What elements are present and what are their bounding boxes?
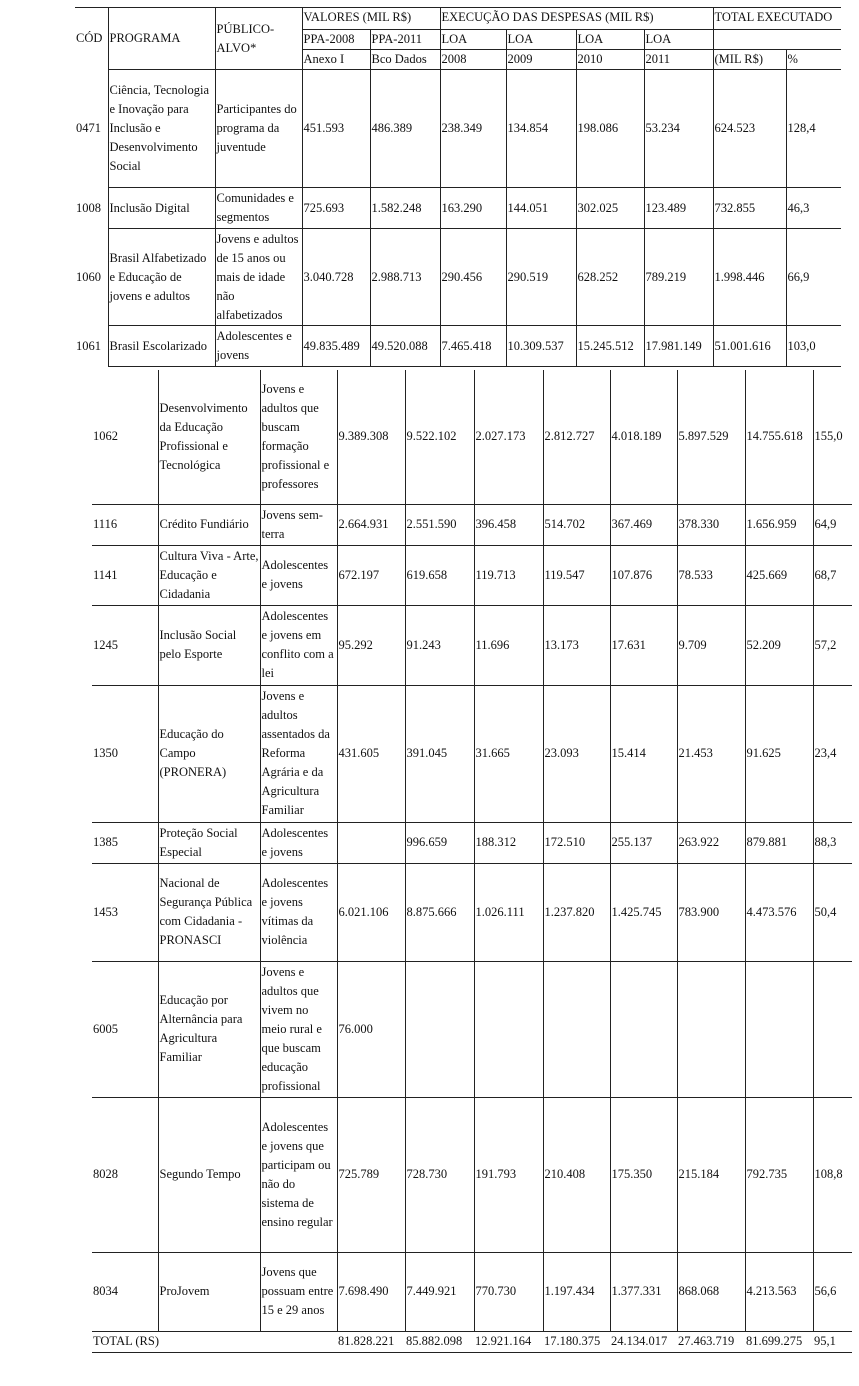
row-loa-2011 xyxy=(677,961,745,1097)
header-anexo: Anexo I xyxy=(302,50,370,70)
row-total: 1.998.446 xyxy=(713,229,786,326)
row-percent: 50,4 xyxy=(813,863,852,961)
row-percent: 57,2 xyxy=(813,605,852,685)
budget-table-top xyxy=(75,7,841,367)
row-publico: Adolescentes e jovens em conflito com a lei xyxy=(260,605,337,685)
row-loa-2009: 134.854 xyxy=(506,70,576,188)
row-ppa-2011: 2.551.590 xyxy=(405,504,474,545)
table-row xyxy=(92,822,852,863)
row-programa: Segundo Tempo xyxy=(158,1097,260,1252)
row-publico: Adolescentes e jovens xyxy=(260,822,337,863)
row-loa-2008: 119.713 xyxy=(474,545,543,605)
table-row xyxy=(92,545,852,605)
row-programa: Cultura Viva - Arte, Educação e Cidadania xyxy=(158,545,260,605)
total-row xyxy=(92,1331,852,1352)
header-loa-2009: LOA xyxy=(506,30,576,50)
row-loa-2010: 367.469 xyxy=(610,504,677,545)
row-cod: 8028 xyxy=(92,1097,158,1252)
row-loa-2009: 172.510 xyxy=(543,822,610,863)
row-ppa-2008: 49.835.489 xyxy=(302,326,370,367)
header-programa: PROGRAMA xyxy=(108,8,215,70)
row-percent: 64,9 xyxy=(813,504,852,545)
row-ppa-2008: 95.292 xyxy=(337,605,405,685)
row-total: 425.669 xyxy=(745,545,813,605)
row-programa: Inclusão Social pelo Esporte xyxy=(158,605,260,685)
total-label: TOTAL (RS) xyxy=(92,1331,337,1352)
row-ppa-2011: 91.243 xyxy=(405,605,474,685)
row-ppa-2008: 2.664.931 xyxy=(337,504,405,545)
row-loa-2008: 238.349 xyxy=(440,70,506,188)
row-loa-2008: 2.027.173 xyxy=(474,370,543,504)
total-executed: 81.699.275 xyxy=(745,1331,813,1352)
row-publico: Adolescentes e jovens xyxy=(215,326,302,367)
row-loa-2011: 53.234 xyxy=(644,70,713,188)
row-cod: 1350 xyxy=(92,685,158,822)
row-loa-2011: 868.068 xyxy=(677,1252,745,1331)
row-total: 624.523 xyxy=(713,70,786,188)
table-row xyxy=(92,961,852,1097)
row-total: 732.855 xyxy=(713,188,786,229)
row-loa-2010: 628.252 xyxy=(576,229,644,326)
row-programa: Educação por Alternância para Agricultura Familiar xyxy=(158,961,260,1097)
row-loa-2008: 396.458 xyxy=(474,504,543,545)
row-percent: 108,8 xyxy=(813,1097,852,1252)
row-loa-2011: 17.981.149 xyxy=(644,326,713,367)
row-loa-2009: 119.547 xyxy=(543,545,610,605)
row-cod: 1385 xyxy=(92,822,158,863)
row-loa-2009: 13.173 xyxy=(543,605,610,685)
header-year-2011: 2011 xyxy=(644,50,713,70)
row-total: 1.656.959 xyxy=(745,504,813,545)
row-ppa-2011: 2.988.713 xyxy=(370,229,440,326)
row-loa-2009: 290.519 xyxy=(506,229,576,326)
row-total: 4.473.576 xyxy=(745,863,813,961)
row-programa: ProJovem xyxy=(158,1252,260,1331)
row-programa: Crédito Fundiário xyxy=(158,504,260,545)
table-row xyxy=(92,370,852,504)
row-loa-2011: 263.922 xyxy=(677,822,745,863)
row-cod: 1060 xyxy=(75,229,108,326)
table-row xyxy=(92,685,852,822)
row-ppa-2011: 49.520.088 xyxy=(370,326,440,367)
row-loa-2009: 2.812.727 xyxy=(543,370,610,504)
row-total xyxy=(745,961,813,1097)
table-row xyxy=(75,229,841,326)
row-total: 51.001.616 xyxy=(713,326,786,367)
row-cod: 1008 xyxy=(75,188,108,229)
header-percent: % xyxy=(786,50,841,70)
header-loa-2008: LOA xyxy=(440,30,506,50)
row-loa-2010: 107.876 xyxy=(610,545,677,605)
row-ppa-2011: 7.449.921 xyxy=(405,1252,474,1331)
row-cod: 1116 xyxy=(92,504,158,545)
row-percent: 66,9 xyxy=(786,229,841,326)
row-loa-2008: 11.696 xyxy=(474,605,543,685)
row-ppa-2011: 9.522.102 xyxy=(405,370,474,504)
row-percent xyxy=(813,961,852,1097)
row-cod: 1141 xyxy=(92,545,158,605)
row-publico: Jovens e adultos de 15 anos ou mais de idade não alfabetizados xyxy=(215,229,302,326)
table-row xyxy=(92,863,852,961)
row-loa-2010: 198.086 xyxy=(576,70,644,188)
header-year-2009: 2009 xyxy=(506,50,576,70)
header-bco-dados: Bco Dados xyxy=(370,50,440,70)
row-ppa-2011: 619.658 xyxy=(405,545,474,605)
row-publico: Jovens e adultos assentados da Reforma Agrária e da Agricultura Familiar xyxy=(260,685,337,822)
row-publico: Participantes do programa da juventude xyxy=(215,70,302,188)
row-programa: Proteção Social Especial xyxy=(158,822,260,863)
row-publico: Adolescentes e jovens que participam ou não do sistema de ensino regular xyxy=(260,1097,337,1252)
row-percent: 46,3 xyxy=(786,188,841,229)
header-publico-alvo: PÚBLICO-ALVO* xyxy=(215,8,302,70)
row-loa-2010: 17.631 xyxy=(610,605,677,685)
row-loa-2009: 10.309.537 xyxy=(506,326,576,367)
row-programa: Inclusão Digital xyxy=(108,188,215,229)
row-ppa-2011: 8.875.666 xyxy=(405,863,474,961)
header-cod: CÓD xyxy=(75,8,108,70)
row-ppa-2008: 431.605 xyxy=(337,685,405,822)
total-ppa-2011: 85.882.098 xyxy=(405,1331,474,1352)
row-loa-2010 xyxy=(610,961,677,1097)
header-execucao: EXECUÇÃO DAS DESPESAS (MIL R$) xyxy=(440,8,713,30)
total-loa-2009: 17.180.375 xyxy=(543,1331,610,1352)
row-ppa-2008: 725.789 xyxy=(337,1097,405,1252)
row-ppa-2008: 9.389.308 xyxy=(337,370,405,504)
header-loa-2010: LOA xyxy=(576,30,644,50)
total-ppa-2008: 81.828.221 xyxy=(337,1331,405,1352)
row-total: 52.209 xyxy=(745,605,813,685)
row-loa-2009: 23.093 xyxy=(543,685,610,822)
row-loa-2011: 378.330 xyxy=(677,504,745,545)
total-loa-2010: 24.134.017 xyxy=(610,1331,677,1352)
row-ppa-2008: 7.698.490 xyxy=(337,1252,405,1331)
row-publico: Jovens sem-terra xyxy=(260,504,337,545)
row-loa-2010: 4.018.189 xyxy=(610,370,677,504)
row-cod: 1062 xyxy=(92,370,158,504)
row-total: 4.213.563 xyxy=(745,1252,813,1331)
row-ppa-2011: 391.045 xyxy=(405,685,474,822)
row-loa-2008: 188.312 xyxy=(474,822,543,863)
row-programa: Educação do Campo (PRONERA) xyxy=(158,685,260,822)
row-loa-2011: 5.897.529 xyxy=(677,370,745,504)
table-row xyxy=(75,188,841,229)
row-loa-2008 xyxy=(474,961,543,1097)
row-total: 14.755.618 xyxy=(745,370,813,504)
row-loa-2008: 770.730 xyxy=(474,1252,543,1331)
row-cod: 0471 xyxy=(75,70,108,188)
total-loa-2008: 12.921.164 xyxy=(474,1331,543,1352)
row-programa: Desenvolvimento da Educação Profissional e Tecnológica xyxy=(158,370,260,504)
row-loa-2010: 255.137 xyxy=(610,822,677,863)
row-publico: Adolescentes e jovens xyxy=(260,545,337,605)
table-row xyxy=(92,504,852,545)
header-loa-2011: LOA xyxy=(644,30,713,50)
row-cod: 8034 xyxy=(92,1252,158,1331)
row-percent: 23,4 xyxy=(813,685,852,822)
row-ppa-2011: 1.582.248 xyxy=(370,188,440,229)
row-loa-2011: 9.709 xyxy=(677,605,745,685)
row-percent: 88,3 xyxy=(813,822,852,863)
row-percent: 68,7 xyxy=(813,545,852,605)
row-loa-2011: 783.900 xyxy=(677,863,745,961)
row-percent: 128,4 xyxy=(786,70,841,188)
row-total: 879.881 xyxy=(745,822,813,863)
row-percent: 155,0 xyxy=(813,370,852,504)
table-row xyxy=(75,326,841,367)
row-loa-2008: 31.665 xyxy=(474,685,543,822)
row-publico: Comunidades e segmentos xyxy=(215,188,302,229)
row-loa-2011: 78.533 xyxy=(677,545,745,605)
row-publico: Jovens que possuam entre 15 e 29 anos xyxy=(260,1252,337,1331)
table-row xyxy=(92,1097,852,1252)
row-percent: 56,6 xyxy=(813,1252,852,1331)
header-year-2008: 2008 xyxy=(440,50,506,70)
row-ppa-2011: 486.389 xyxy=(370,70,440,188)
header-ppa-2011: PPA-2011 xyxy=(370,30,440,50)
row-loa-2011: 215.184 xyxy=(677,1097,745,1252)
row-loa-2009: 1.197.434 xyxy=(543,1252,610,1331)
row-programa: Brasil Escolarizado xyxy=(108,326,215,367)
total-loa-2011: 27.463.719 xyxy=(677,1331,745,1352)
row-total: 792.735 xyxy=(745,1097,813,1252)
row-cod: 6005 xyxy=(92,961,158,1097)
row-loa-2010: 1.377.331 xyxy=(610,1252,677,1331)
row-loa-2009: 144.051 xyxy=(506,188,576,229)
row-ppa-2008: 3.040.728 xyxy=(302,229,370,326)
row-loa-2008: 191.793 xyxy=(474,1097,543,1252)
header-ppa-2008: PPA-2008 xyxy=(302,30,370,50)
row-cod: 1061 xyxy=(75,326,108,367)
row-percent: 103,0 xyxy=(786,326,841,367)
row-programa: Brasil Alfabetizado e Educação de jovens e adultos xyxy=(108,229,215,326)
total-percent: 95,1 xyxy=(813,1331,852,1352)
row-loa-2010: 15.245.512 xyxy=(576,326,644,367)
table-row xyxy=(92,1252,852,1331)
row-programa: Nacional de Segurança Pública com Cidadania - PRONASCI xyxy=(158,863,260,961)
table-row xyxy=(75,70,841,188)
row-loa-2008: 7.465.418 xyxy=(440,326,506,367)
row-loa-2009: 514.702 xyxy=(543,504,610,545)
row-programa: Ciência, Tecnologia e Inovação para Inclusão e Desenvolvimento Social xyxy=(108,70,215,188)
header-mil-rs: (MIL R$) xyxy=(713,50,786,70)
row-loa-2011: 21.453 xyxy=(677,685,745,822)
row-ppa-2011 xyxy=(405,961,474,1097)
row-loa-2011: 123.489 xyxy=(644,188,713,229)
row-ppa-2008: 725.693 xyxy=(302,188,370,229)
row-loa-2010: 15.414 xyxy=(610,685,677,822)
row-ppa-2008 xyxy=(337,822,405,863)
row-publico: Adolescentes e jovens vítimas da violência xyxy=(260,863,337,961)
budget-table-bottom xyxy=(92,370,852,1353)
header-valores: VALORES (MIL R$) xyxy=(302,8,440,30)
row-loa-2008: 290.456 xyxy=(440,229,506,326)
row-loa-2011: 789.219 xyxy=(644,229,713,326)
row-publico: Jovens e adultos que buscam formação profissional e professores xyxy=(260,370,337,504)
row-ppa-2011: 728.730 xyxy=(405,1097,474,1252)
header-year-2010: 2010 xyxy=(576,50,644,70)
row-total: 91.625 xyxy=(745,685,813,822)
row-cod: 1245 xyxy=(92,605,158,685)
row-ppa-2008: 6.021.106 xyxy=(337,863,405,961)
row-ppa-2008: 76.000 xyxy=(337,961,405,1097)
header-total-executado: TOTAL EXECUTADO xyxy=(713,8,841,30)
row-ppa-2011: 996.659 xyxy=(405,822,474,863)
row-loa-2010: 302.025 xyxy=(576,188,644,229)
row-ppa-2008: 672.197 xyxy=(337,545,405,605)
row-publico: Jovens e adultos que vivem no meio rural e que buscam educação profissional xyxy=(260,961,337,1097)
row-cod: 1453 xyxy=(92,863,158,961)
table-row xyxy=(92,605,852,685)
row-loa-2010: 1.425.745 xyxy=(610,863,677,961)
row-loa-2008: 163.290 xyxy=(440,188,506,229)
row-loa-2009: 1.237.820 xyxy=(543,863,610,961)
row-loa-2008: 1.026.111 xyxy=(474,863,543,961)
row-loa-2009 xyxy=(543,961,610,1097)
row-ppa-2008: 451.593 xyxy=(302,70,370,188)
row-loa-2009: 210.408 xyxy=(543,1097,610,1252)
row-loa-2010: 175.350 xyxy=(610,1097,677,1252)
